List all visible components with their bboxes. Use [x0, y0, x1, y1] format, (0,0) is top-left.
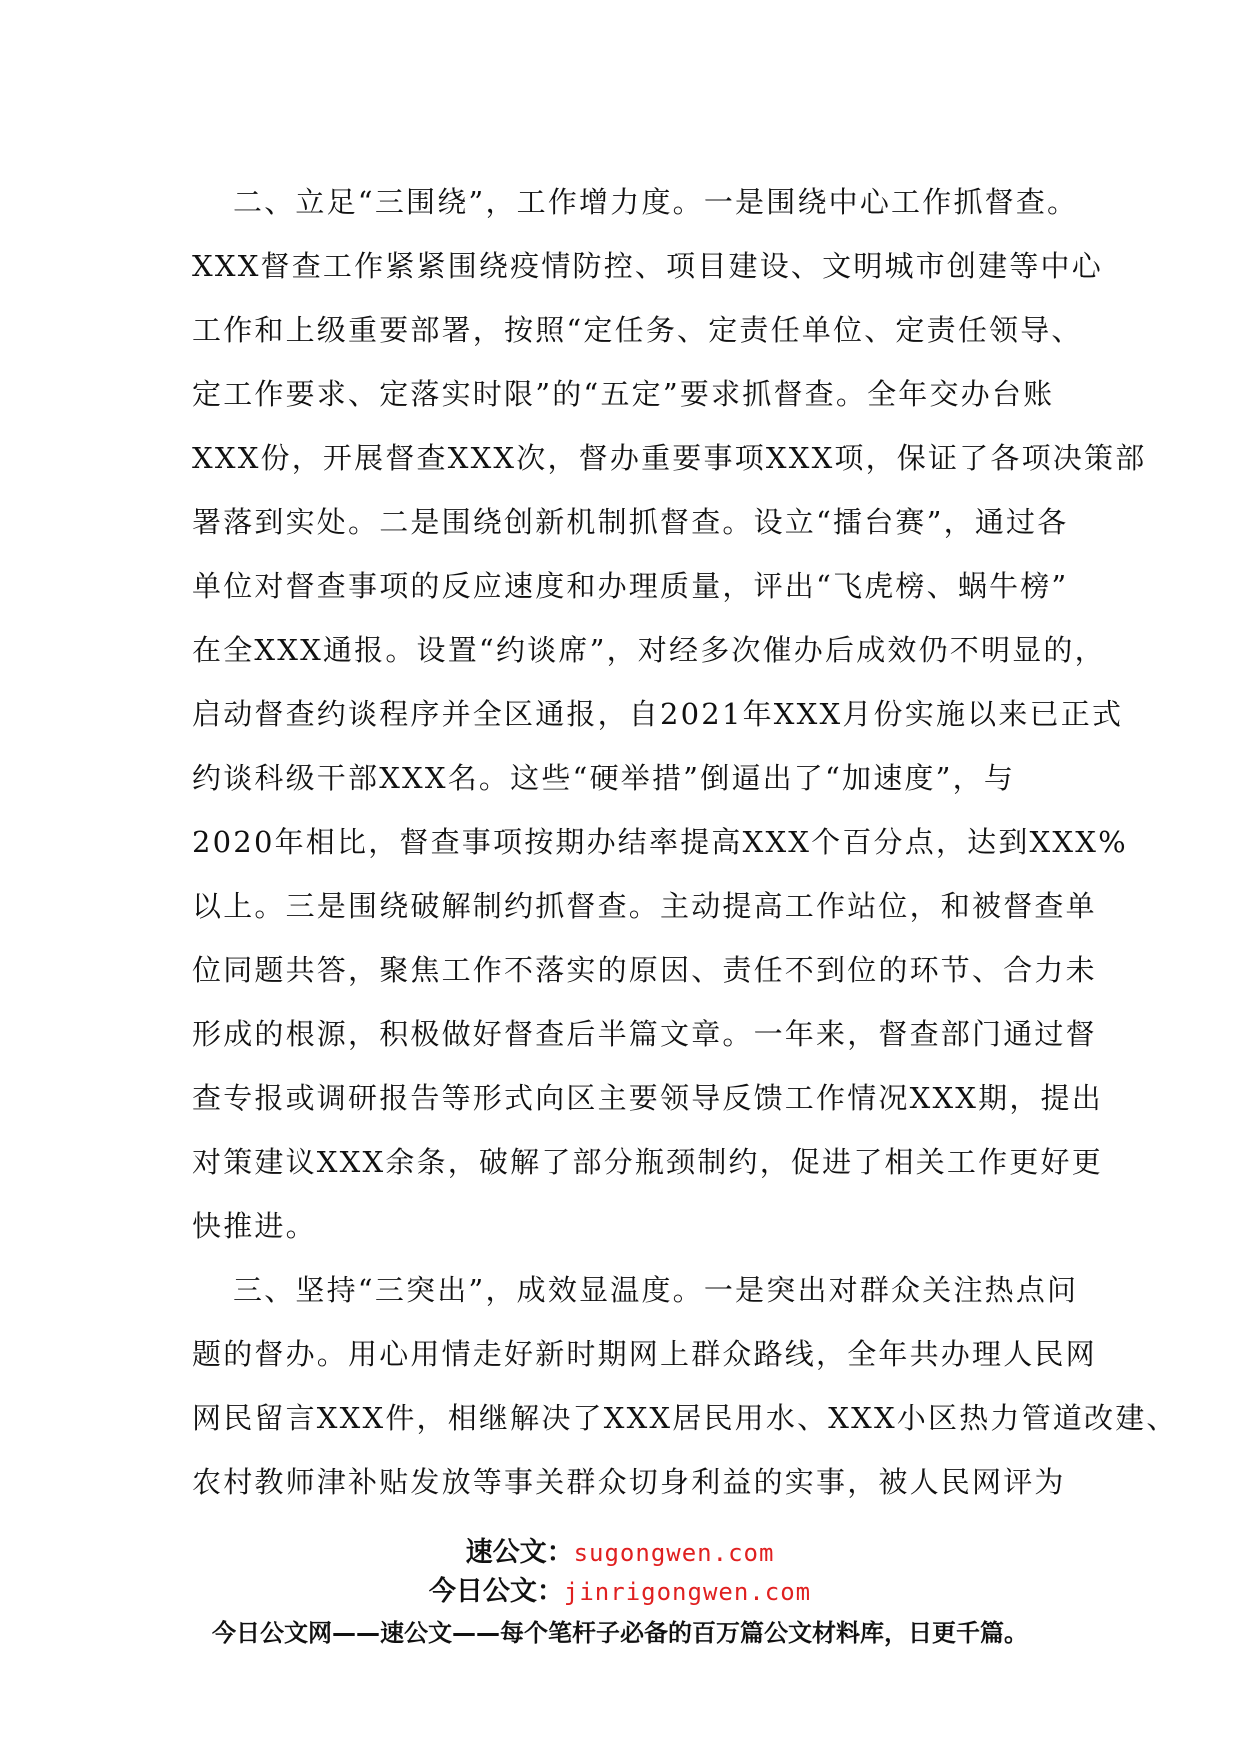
footer-line-sugongwen	[0, 1536, 1240, 1570]
footer-line-jinrigongwen	[0, 1575, 1240, 1609]
paragraph-line: 形成的根源，积极做好督查后半篇文章。一年来，督查部门通过督	[192, 1017, 1097, 1051]
paragraph-line: 网民留言XXX件，相继解决了XXX居民用水、XXX小区热力管道改建、	[192, 1401, 1178, 1435]
paragraph-line: 约谈科级干部XXX名。这些“硬举措”倒逼出了“加速度”，与	[192, 761, 1016, 795]
paragraph-line: 对策建议XXX余条，破解了部分瓶颈制约，促进了相关工作更好更	[192, 1145, 1103, 1179]
paragraph-line: 位同题共答，聚焦工作不落实的原因、责任不到位的环节、合力未	[192, 953, 1097, 987]
paragraph-line: 三、坚持“三突出”，成效显温度。一是突出对群众关注热点问	[233, 1273, 1079, 1307]
paragraph-line: 二、立足“三围绕”，工作增力度。一是围绕中心工作抓督查。	[233, 185, 1079, 219]
paragraph-line: XXX督查工作紧紧围绕疫情防控、项目建设、文明城市创建等中心	[192, 249, 1103, 283]
paragraph-line: 署落到实处。二是围绕创新机制抓督查。设立“擂台赛”，通过各	[192, 505, 1069, 539]
paragraph-line: 启动督查约谈程序并全区通报，自2021年XXX月份实施以来已正式	[192, 697, 1124, 731]
paragraph-line: 以上。三是围绕破解制约抓督查。主动提高工作站位，和被督查单	[192, 889, 1097, 923]
paragraph-line: 题的督办。用心用情走好新时期网上群众路线，全年共办理人民网	[192, 1337, 1097, 1371]
paragraph-line: 定工作要求、定落实时限”的“五定”要求抓督查。全年交办台账	[192, 377, 1055, 411]
paragraph-line: 2020年相比，督查事项按期办结率提高XXX个百分点，达到XXX%	[192, 825, 1128, 859]
paragraph-line: 工作和上级重要部署，按照“定任务、定责任单位、定责任领导、	[192, 313, 1083, 347]
paragraph-line: 快推进。	[192, 1209, 317, 1243]
paragraph-line: 查专报或调研报告等形式向区主要领导反馈工作情况XXX期，提出	[192, 1081, 1103, 1115]
paragraph-line: 在全XXX通报。设置“约谈席”，对经多次催办后成效仍不明显的，	[192, 633, 1106, 667]
footer-link-jinrigongwen[interactable]: jinrigongwen.com	[563, 1578, 812, 1606]
footer-link-sugongwen[interactable]: sugongwen.com	[573, 1539, 775, 1567]
paragraph-line: 单位对督查事项的反应速度和办理质量，评出“飞虎榜、蜗牛榜”	[192, 569, 1069, 603]
paragraph-line: XXX份，开展督查XXX次，督办重要事项XXX项，保证了各项决策部	[192, 441, 1147, 475]
footer-label: 今日公文：	[428, 1576, 564, 1607]
footer-slogan: 今日公文网——速公文——每个笔杆子必备的百万篇公文材料库，日更千篇。	[212, 1619, 1028, 1647]
paragraph-line: 农村教师津补贴发放等事关群众切身利益的实事，被人民网评为	[192, 1465, 1066, 1499]
footer-label: 速公文：	[465, 1537, 574, 1568]
